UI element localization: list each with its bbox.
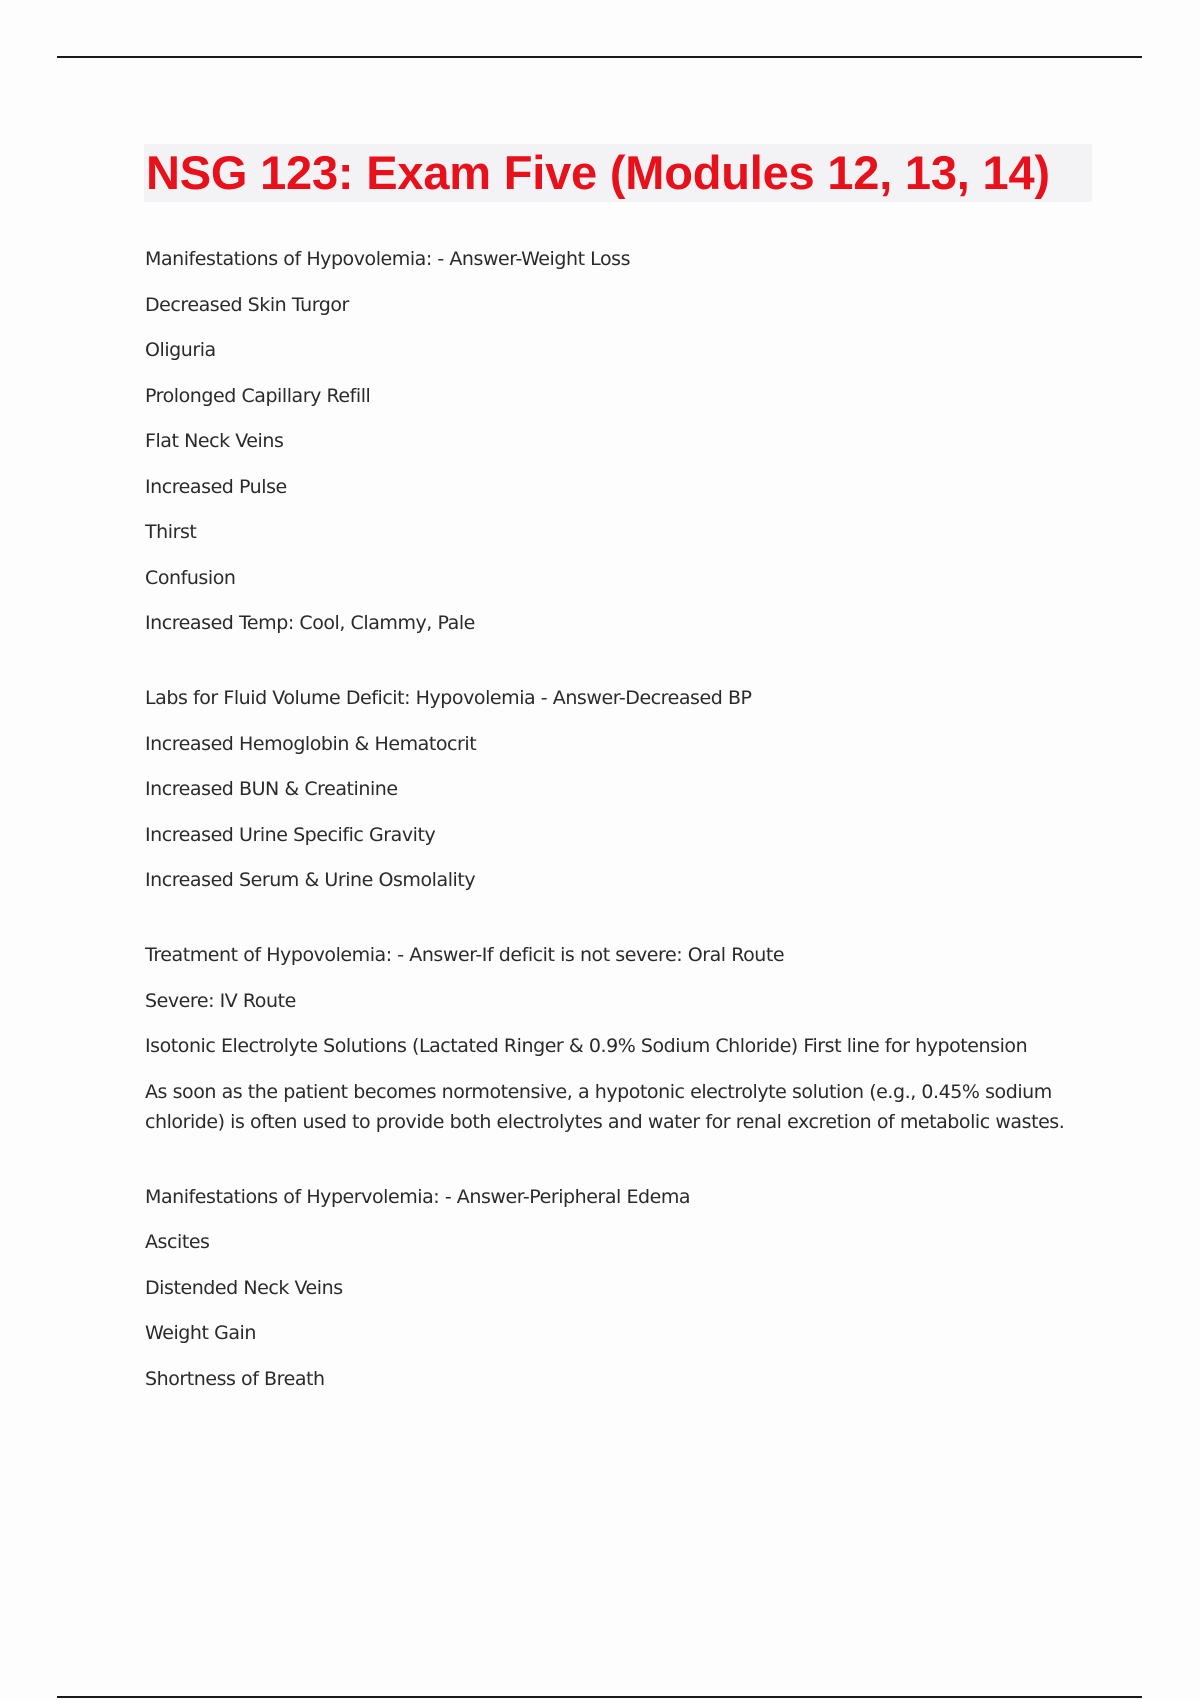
text-line: Weight Gain xyxy=(145,1322,256,1344)
footer-rule xyxy=(57,1696,1142,1698)
text-line: Increased Urine Specific Gravity xyxy=(145,823,436,846)
text-line: Severe: IV Route xyxy=(145,989,296,1012)
section-hypovolemia-treatment xyxy=(145,940,1075,1137)
text-line: Flat Neck Veins xyxy=(145,430,284,452)
text-line: Manifestations of Hypervolemia: - Answer-Peripheral Edema xyxy=(145,1185,691,1208)
text-line: Prolonged Capillary Refill xyxy=(145,384,371,407)
header-rule xyxy=(57,56,1142,58)
text-line: Increased Serum & Urine Osmolality xyxy=(145,869,476,891)
section-hypovolemia-labs xyxy=(145,683,1075,895)
text-line: Isotonic Electrolyte Solutions (Lactated Ringer & 0.9% Sodium Chloride) First line for hypotension xyxy=(145,1035,1028,1057)
text-line: Treatment of Hypovolemia: - Answer-If deficit is not severe: Oral Route xyxy=(145,944,785,966)
text-line: Thirst xyxy=(145,521,197,543)
text-line: Shortness of Breath xyxy=(145,1367,325,1390)
text-line: Decreased Skin Turgor xyxy=(145,293,349,316)
text-line: Oliguria xyxy=(145,339,216,361)
page-title: NSG 123: Exam Five (Modules 12, 13, 14) xyxy=(146,146,1050,199)
text-line: Labs for Fluid Volume Deficit: Hypovolemia - Answer-Decreased BP xyxy=(145,687,752,709)
text-line: Increased BUN & Creatinine xyxy=(145,778,398,800)
text-line: Manifestations of Hypovolemia: - Answer-Weight Loss xyxy=(145,248,631,270)
section-hypovolemia-manifestations xyxy=(145,244,1075,638)
text-paragraph: As soon as the patient becomes normotensive, a hypotonic electrolyte solution (e.g., 0.45% sodium chloride) is often used to provide both electrolytes and water for renal excretion of metabolic wastes. xyxy=(145,1080,1065,1133)
text-line: Ascites xyxy=(145,1231,210,1253)
text-line: Confusion xyxy=(145,566,236,589)
text-line: Distended Neck Veins xyxy=(145,1276,343,1299)
text-line: Increased Pulse xyxy=(145,475,287,498)
text-line: Increased Temp: Cool, Clammy, Pale xyxy=(145,612,475,634)
section-hypervolemia-manifestations xyxy=(145,1182,1075,1394)
document-body xyxy=(145,244,1075,1439)
text-line: Increased Hemoglobin & Hematocrit xyxy=(145,732,477,755)
